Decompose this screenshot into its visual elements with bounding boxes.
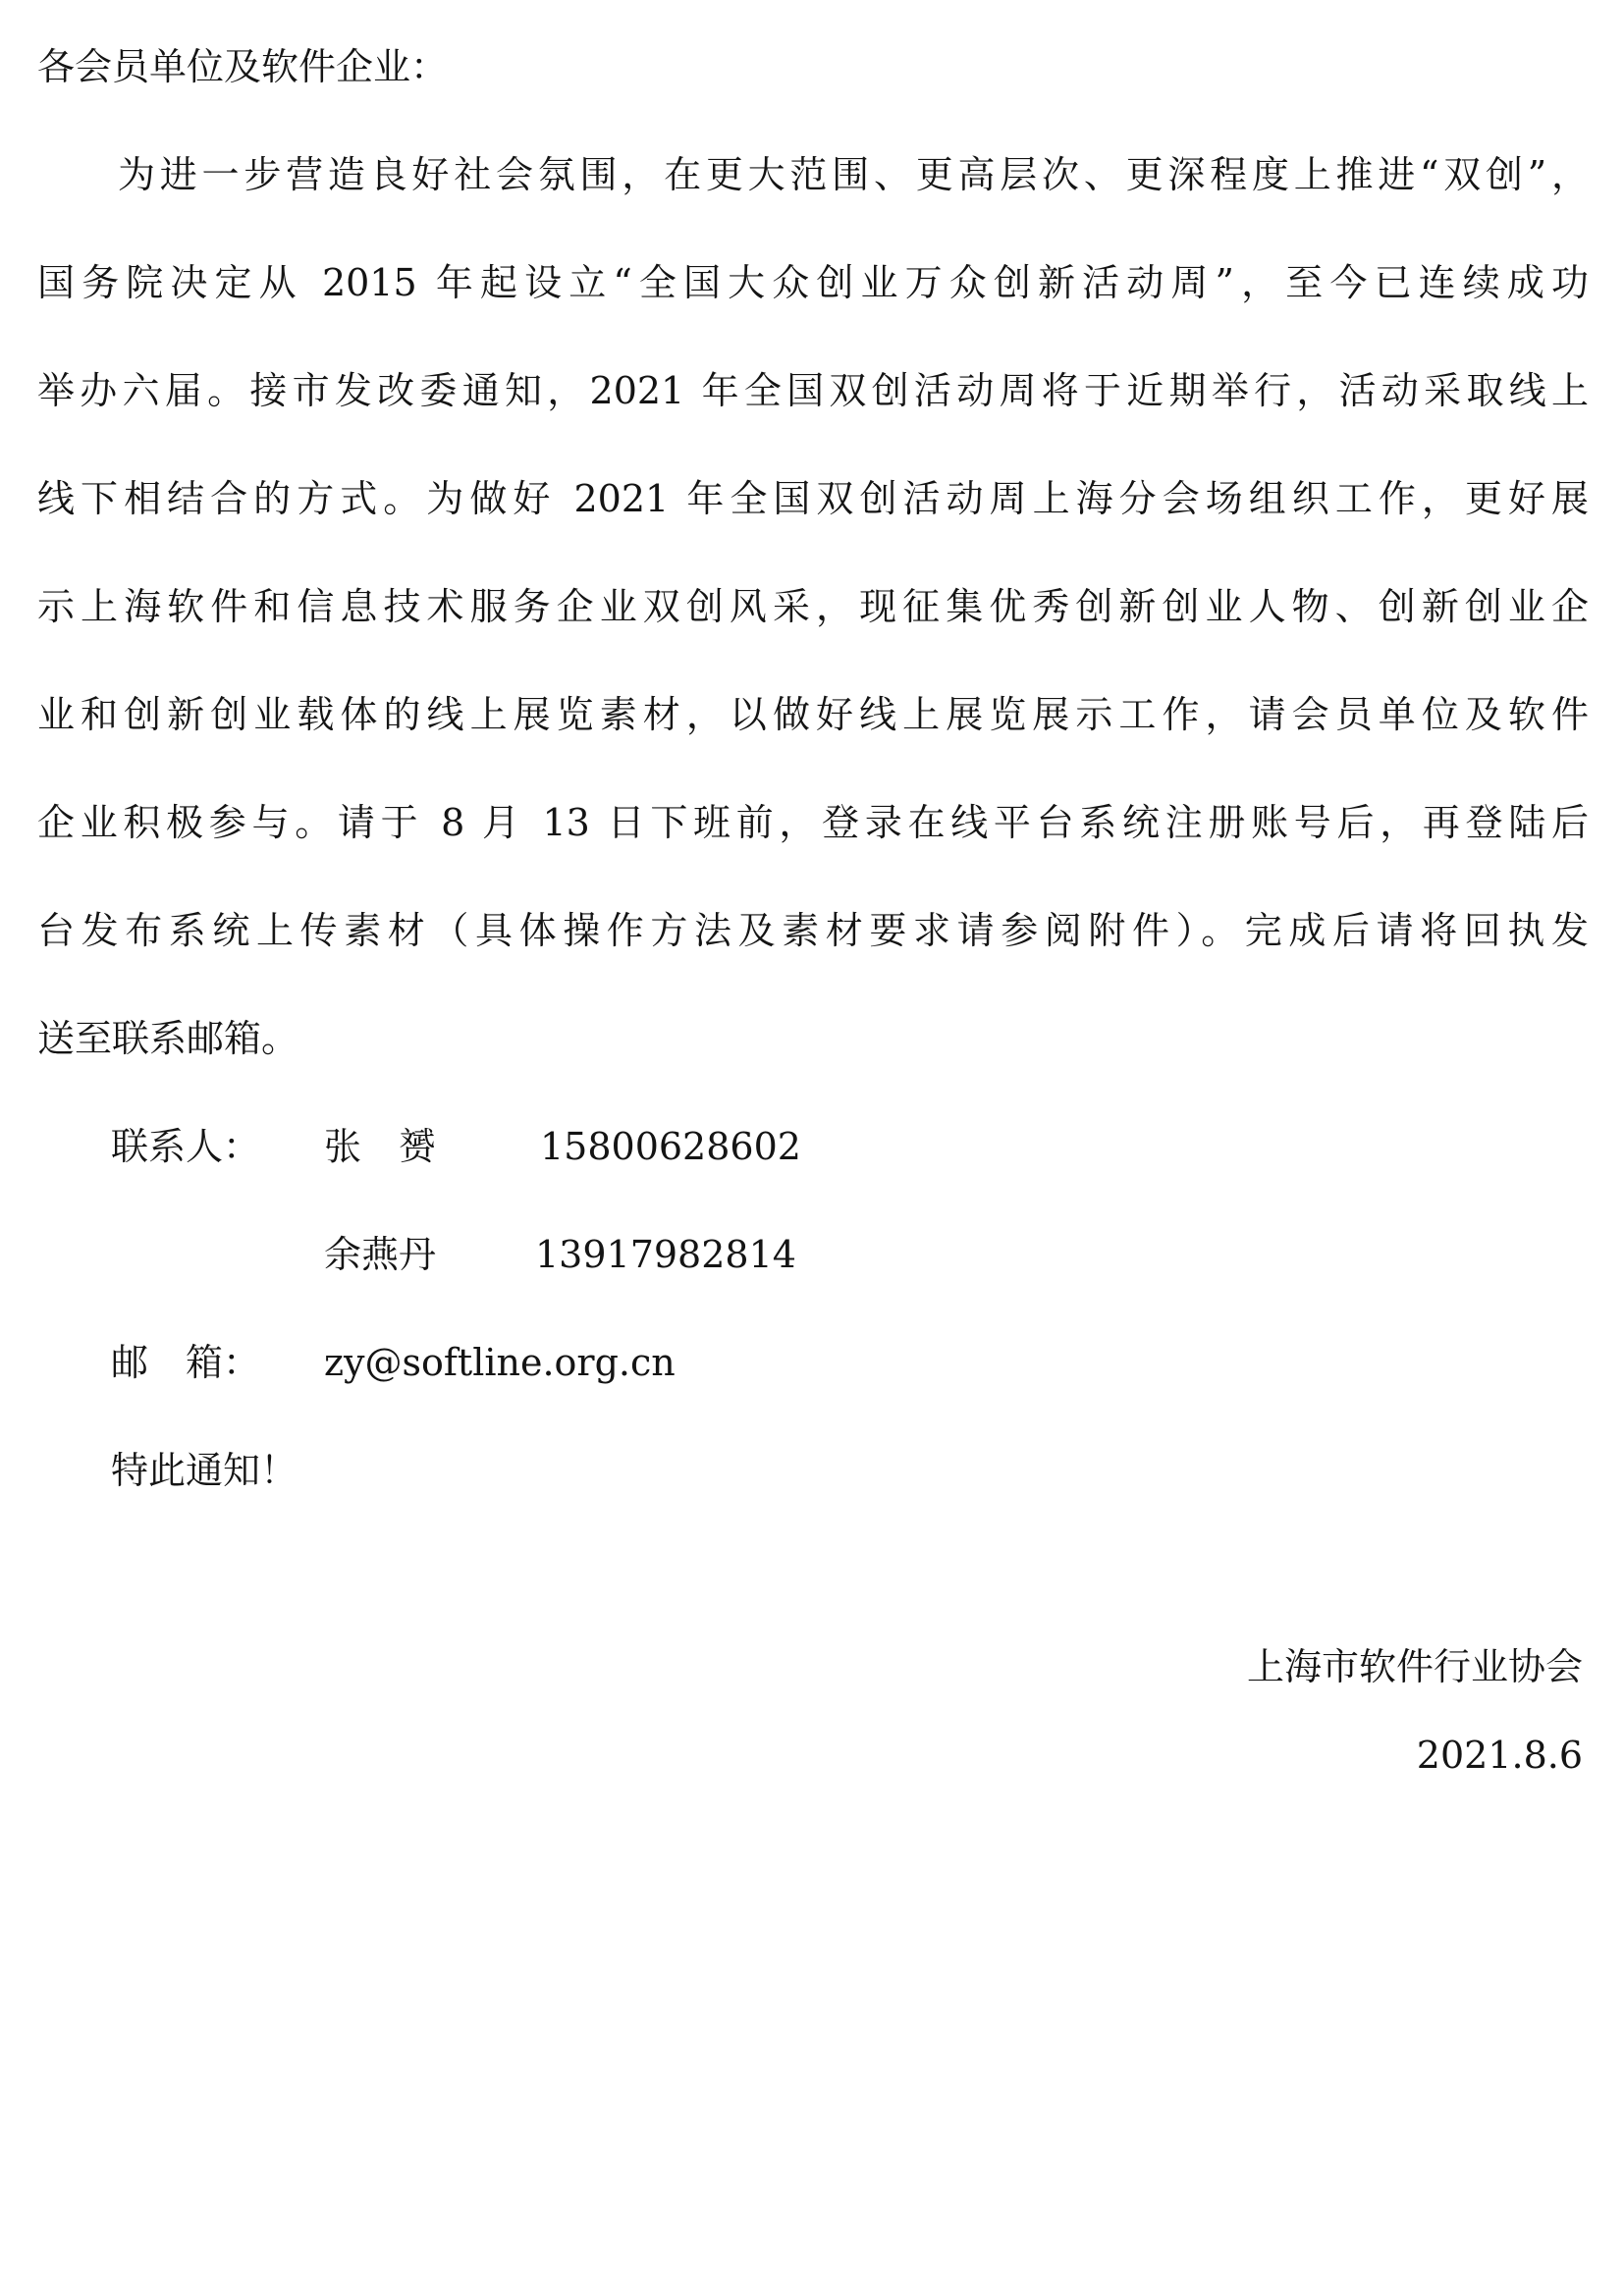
body-line-3: 举办六届。接市发改委通知，2021 年全国双创活动周将于近期举行，活动采取线上	[37, 369, 1589, 412]
contact-phone: 13917982814	[535, 1233, 796, 1276]
contact-label: 联系人：	[111, 1125, 261, 1168]
body-line-5: 示上海软件和信息技术服务企业双创风采，现征集优秀创新创业人物、创新创业企	[37, 585, 1589, 628]
body-line-9: 送至联系邮箱。	[37, 1017, 299, 1060]
body-line-8: 台发布系统上传素材（具体操作方法及素材要求请参阅附件）。完成后请将回执发	[37, 909, 1589, 952]
salutation: 各会员单位及软件企业：	[37, 45, 449, 88]
contact-phone: 15800628602	[540, 1125, 801, 1168]
signature-date: 2021.8.6	[1416, 1734, 1583, 1777]
body-line-7: 企业积极参与。请于 8 月 13 日下班前，登录在线平台系统注册账号后，再登陆后	[37, 801, 1589, 844]
body-line-6: 业和创新创业载体的线上展览素材，以做好线上展览展示工作，请会员单位及软件	[37, 693, 1589, 736]
contact-name: 余燕丹	[324, 1233, 437, 1276]
email-label: 邮 箱：	[111, 1341, 261, 1384]
email-row	[0, 1333, 1624, 1392]
email-address: zy@softline.org.cn	[324, 1341, 676, 1384]
contact-row-1	[0, 1117, 1624, 1176]
contact-row-2	[0, 1225, 1624, 1284]
closing-remark: 特此通知！	[111, 1449, 298, 1492]
body-line-1: 为进一步营造良好社会氛围，在更大范围、更高层次、更深程度上推进“双创”，	[118, 153, 1589, 196]
body-line-2: 国务院决定从 2015 年起设立“全国大众创业万众创新活动周”，至今已连续成功	[37, 261, 1589, 304]
contact-name: 张 赟	[324, 1125, 437, 1168]
signature-org: 上海市软件行业协会	[1246, 1645, 1583, 1688]
body-line-4: 线下相结合的方式。为做好 2021 年全国双创活动周上海分会场组织工作，更好展	[37, 477, 1589, 520]
